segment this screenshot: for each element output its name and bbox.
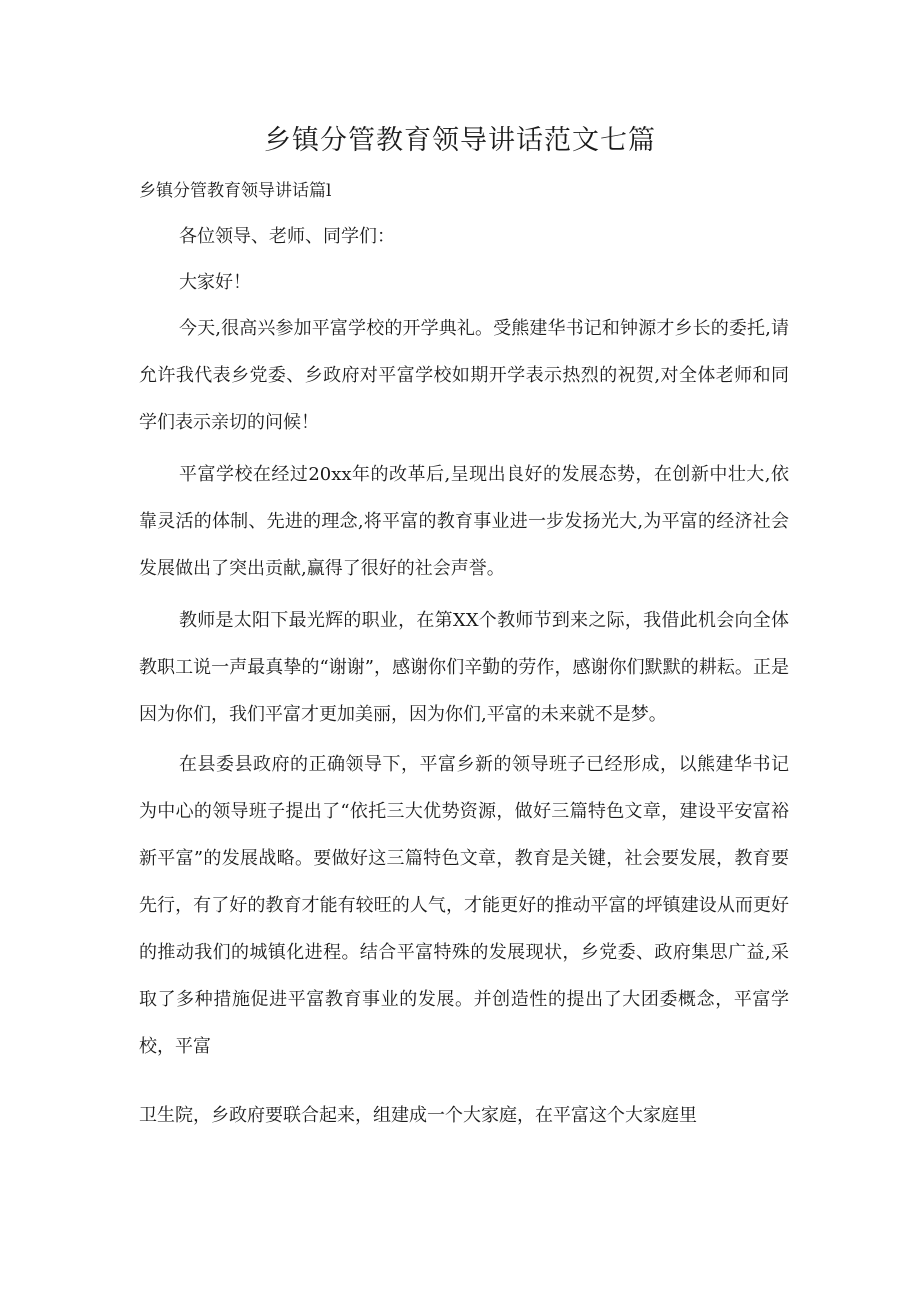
paragraph-greeting: 大家好！ xyxy=(179,272,251,293)
section-heading: 乡镇分管教育领导讲话篇l xyxy=(139,181,332,201)
paragraph-salutation: 各位领导、老师、同学们： xyxy=(179,226,395,247)
paragraph-intro: 今天,很高兴参加平富学校的开学典礼。受熊建华书记和钟源才乡长的委托,请允许我代表乡党委、乡政府对平富学校如期开学表示热烈的祝贺,对全体老师和同学们表示亲切的问候！ xyxy=(139,318,789,433)
paragraph-leadership: 在县委县政府的正确领导下，平富乡新的领导班子已经形成，以熊建华书记为中心的领导班子提出了“依托三大优势资源，做好三篇特色文章，建设平安富裕新平富”的发展战略。要做好这三篇特色文章，教育是关键，社会要发展，教育要先行，有了好的教育才能有较旺的人气，才能更好的推动平富的坪镇建设从而更好的推动我们的城镇化进程。结合平富特殊的发展现状，乡党委、政府集思广益,采取了多种措施促进平富教育事业的发展。并创造性的提出了大团委概念，平富学校，平富 xyxy=(139,754,789,1057)
paragraph-continued: 卫生院，乡政府要联合起来，组建成一个大家庭，在平富这个大家庭里 xyxy=(139,1105,697,1126)
paragraph-teachers: 教师是太阳下最光辉的职业，在第XX个教师节到来之际，我借此机会向全体教职工说一声最真挚的“谢谢”，感谢你们辛勤的劳作，感谢你们默默的耕耘。正是因为你们，我们平富才更加美丽，因为你们,平富的未来就不是梦。 xyxy=(139,610,789,725)
paragraph-development: 平富学校在经过20xx年的改革后,呈现出良好的发展态势，在创新中壮大,依靠灵活的体制、先进的理念,将平富的教育事业进一步发扬光大,为平富的经济社会发展做出了突出贡献,赢得了很好的社会声誉。 xyxy=(139,464,789,579)
document-title: 乡镇分管教育领导讲话范文七篇 xyxy=(264,125,656,156)
